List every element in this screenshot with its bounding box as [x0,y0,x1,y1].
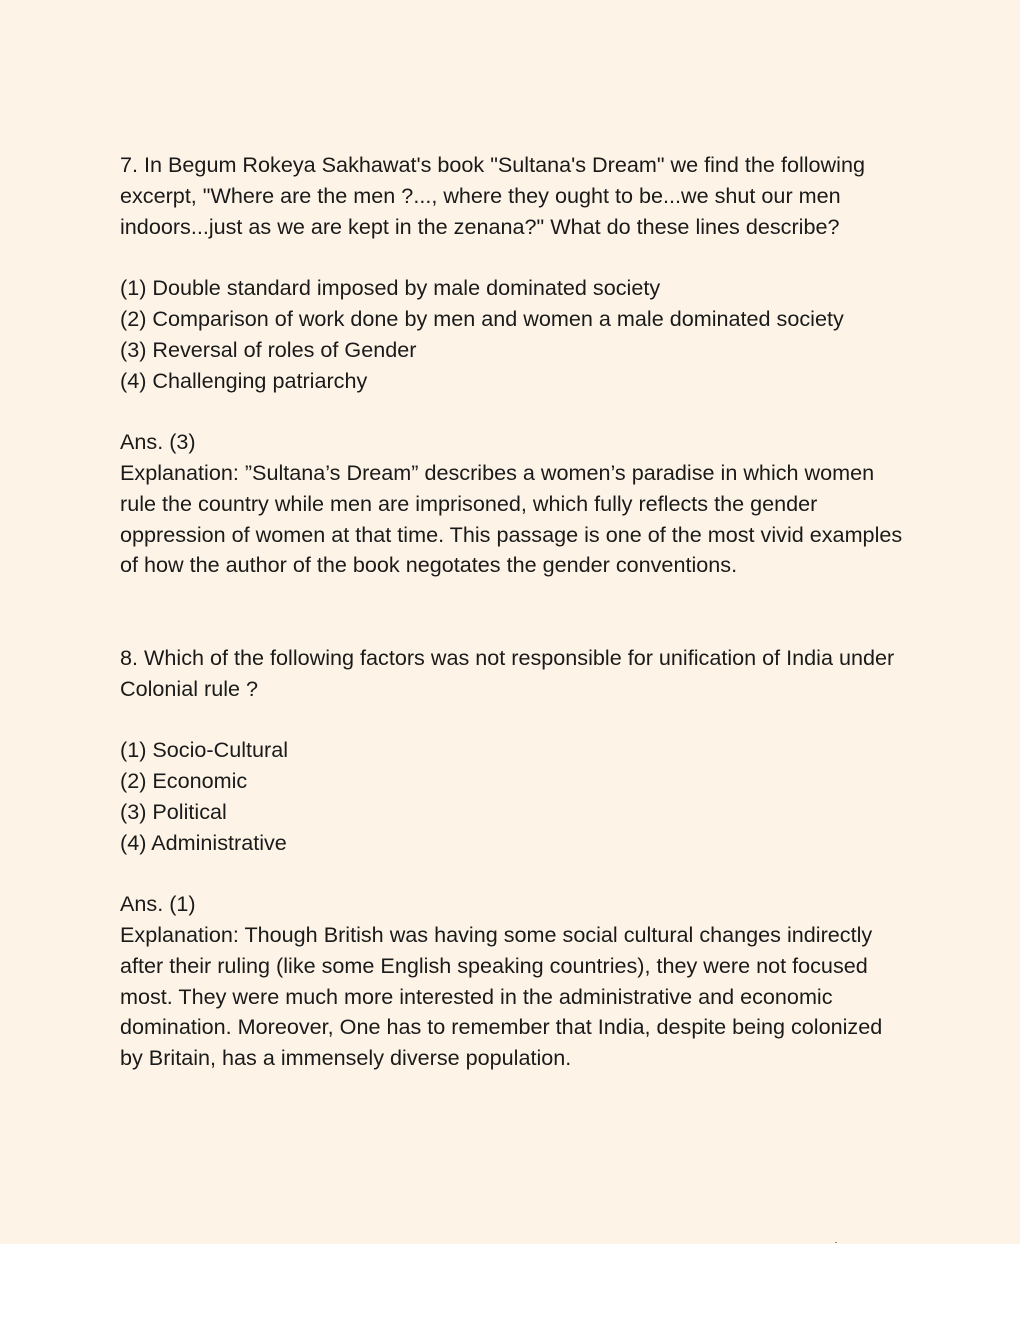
page-mark [835,1242,837,1243]
option-1: (1) Socio-Cultural [120,737,289,763]
answer-text: Ans. (1) [120,891,196,917]
answer-text: Ans. (3) [120,429,196,455]
question-text: 7. In Begum Rokeya Sakhawat's book "Sultana's Dream" we find the following excerpt, "Where are the men ?..., where they ought to be...we shut our men indoors...just as we are kept in the zenana?" What do these lines describe? [120,152,865,239]
option-4: (4) Challenging patriarchy [120,367,368,393]
question-block [120,643,910,1074]
option-1: (1) Double standard imposed by male dominated society [120,275,661,301]
option-2: (2) Economic [120,767,248,793]
option-3: (3) Political [120,798,227,824]
question-block [120,150,910,581]
question-text: 8. Which of the following factors was not responsible for unification of India under Colonial rule ? [120,644,895,701]
explanation-text: Explanation: ”Sultana’s Dream” describes a women’s paradise in which women rule the country while men are imprisoned, which fully reflects the gender oppression of women at that time. This passage is one of the most vivid examples of how the author of the book negotates the gender conventions. [120,459,903,578]
option-2: (2) Comparison of work done by men and women a male dominated society [120,305,844,331]
explanation-text: Explanation: Though British was having some social cultural changes indirectly after their ruling (like some English speaking countries), they were not focused most. They were much more interested in the administrative and economic domination. Moreover, One has to remember that India, despite being colonized by Britain, has a immensely diverse population. [120,921,883,1071]
option-4: (4) Administrative [120,829,287,855]
option-3: (3) Reversal of roles of Gender [120,336,417,362]
page-content [120,150,910,1074]
